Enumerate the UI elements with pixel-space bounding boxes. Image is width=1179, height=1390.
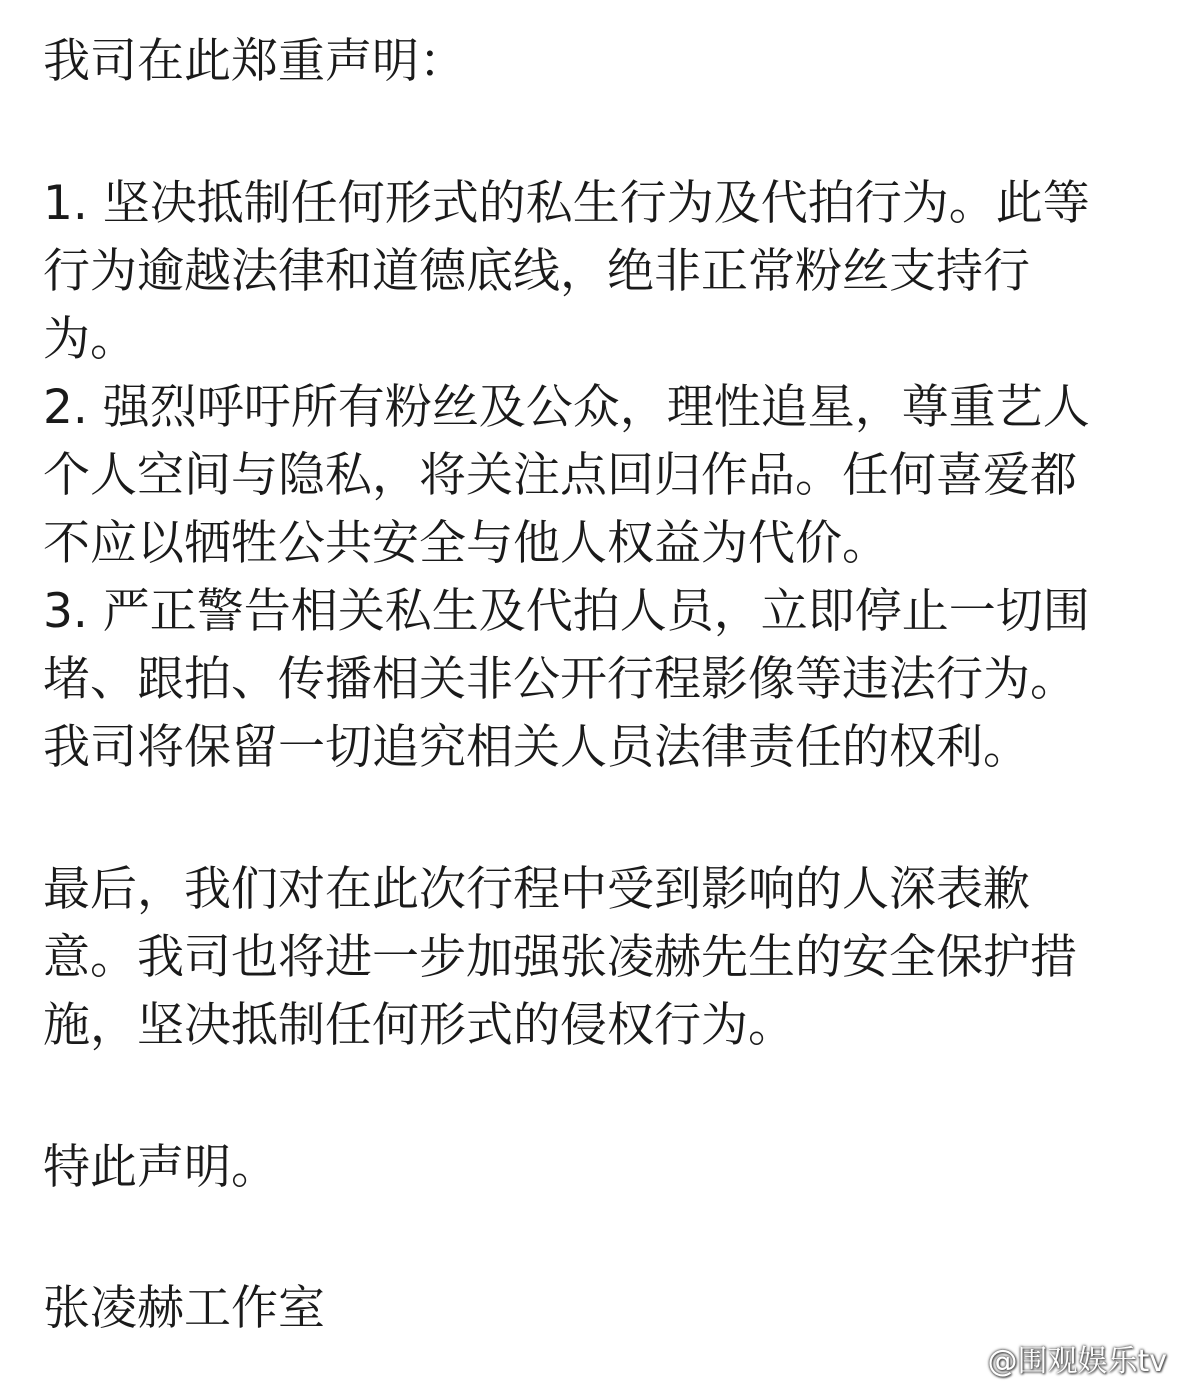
item1-line3: 为。 (43, 312, 137, 367)
item2-line2: 个人空间与隐私，将关注点回归作品。任何喜爱都 (43, 448, 1077, 503)
closing-line1: 最后，我们对在此次行程中受到影响的人深表歉 (43, 862, 1030, 917)
closing-line3: 施，坚决抵制任何形式的侵权行为。 (43, 998, 795, 1053)
weibo-icon (941, 1342, 981, 1374)
item1-line2: 行为逾越法律和道德底线，绝非正常粉丝支持行 (43, 244, 1030, 299)
closing-line2: 意。我司也将进一步加强张凌赫先生的安全保护措 (43, 930, 1077, 985)
watermark (941, 1336, 1167, 1380)
item3-line1: 3. 严正警告相关私生及代拍人员，立即停止一切围 (43, 584, 1090, 639)
item2-line1: 2. 强烈呼吁所有粉丝及公众，理性追星，尊重艺人 (43, 380, 1090, 435)
declaration: 特此声明。 (43, 1140, 278, 1195)
item3-line3: 我司将保留一切追究相关人员法律责任的权利。 (43, 720, 1030, 775)
watermark-text: @围观娱乐tv (987, 1344, 1167, 1379)
signature: 张凌赫工作室 (43, 1281, 325, 1336)
item1-line1: 1. 坚决抵制任何形式的私生行为及代拍行为。此等 (43, 176, 1090, 231)
item2-line3: 不应以牺牲公共安全与他人权益为代价。 (43, 516, 889, 571)
item3-line2: 堵、跟拍、传播相关非公开行程影像等违法行为。 (43, 652, 1077, 707)
statement-intro: 我司在此郑重声明： (43, 34, 466, 89)
